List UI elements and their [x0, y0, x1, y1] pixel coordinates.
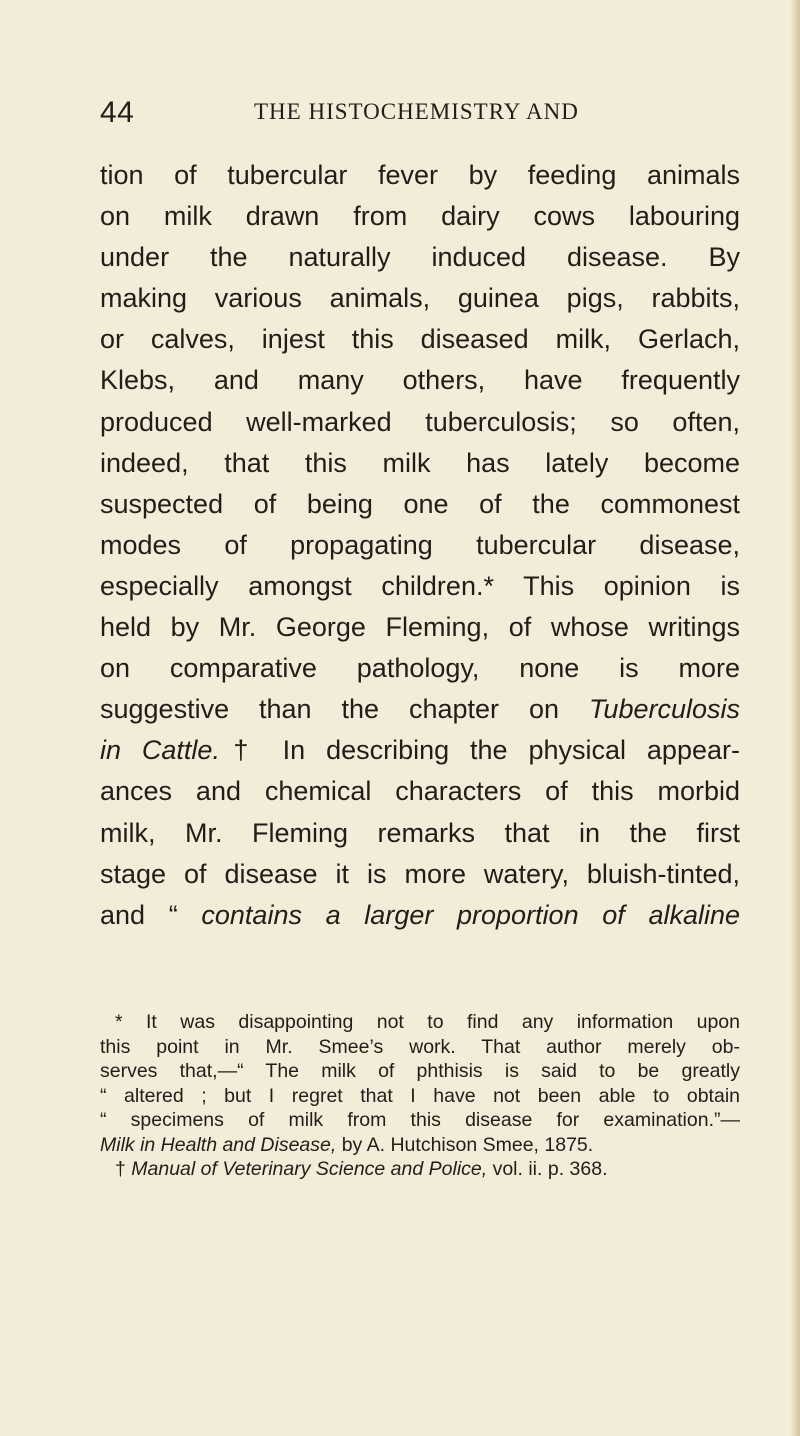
text-line: ances and chemical characters of this morbid — [100, 776, 740, 807]
text-line — [100, 689, 740, 730]
text-line: on comparative pathology, none is more — [100, 653, 740, 684]
footnote-line: this point in Mr. Smee’s work. That author merely ob- — [100, 1035, 740, 1058]
text-line: produced well-marked tuberculosis; so often, — [100, 406, 740, 437]
footnote-line — [100, 1157, 740, 1182]
text-line: on milk drawn from dairy cows labouring — [100, 201, 740, 232]
page-edge-shadow — [790, 0, 800, 1436]
text-line — [100, 730, 740, 771]
text-run: vol. ii. p. 368. — [487, 1158, 608, 1180]
text-run: and “ — [100, 899, 202, 930]
text-line: or calves, injest this diseased milk, Gerlach, — [100, 324, 740, 355]
footnote-line: “ specimens of milk from this disease for examination.”— — [100, 1109, 740, 1131]
page-number: 44 — [100, 96, 135, 129]
text-run: by A. Hutchison Smee, 1875. — [336, 1133, 594, 1156]
footnote-line — [100, 1133, 740, 1158]
text-line: tion of tubercular fever by feeding animals — [100, 160, 740, 190]
text-line: especially amongst children.* This opinion is — [100, 570, 740, 601]
italic-title: Manual of Veterinary Science and Police, — [131, 1158, 488, 1180]
text-line: modes of propagating tubercular disease, — [100, 529, 740, 560]
footnote-line: * It was disappointing not to find any information upon — [115, 1011, 740, 1033]
page-header — [100, 96, 700, 136]
text-line — [100, 895, 740, 936]
text-line: stage of disease it is more watery, bluish-tinted, — [100, 858, 740, 889]
footnote-line: “ altered ; but I regret that I have not been able to obtain — [100, 1084, 740, 1107]
text-line: held by Mr. George Fleming, of whose writings — [100, 612, 740, 643]
text-line: indeed, that this milk has lately become — [100, 447, 740, 478]
footnotes — [100, 1010, 740, 1182]
italic-quote: contains a larger proportion of alkaline — [201, 899, 741, 930]
italic-title: Tuberculosis — [588, 694, 740, 725]
dagger-mark: † — [115, 1158, 132, 1180]
text-line: suspected of being one of the commonest — [100, 488, 740, 519]
body-text — [100, 155, 740, 936]
footnote-line: serves that,—“ The milk of phthisis is said to be greatly — [100, 1060, 740, 1082]
text-line: milk, Mr. Fleming remarks that in the first — [100, 817, 740, 848]
running-head: THE HISTOCHEMISTRY AND — [254, 99, 579, 124]
italic-title: in Cattle. — [100, 735, 220, 766]
text-line: Klebs, and many others, have frequently — [100, 365, 740, 396]
text-line: under the naturally induced disease. By — [100, 242, 740, 273]
text-line: making various animals, guinea pigs, rabbits, — [100, 283, 740, 314]
italic-title: Milk in Health and Disease, — [100, 1133, 337, 1156]
text-run: † In describing the physical appear- — [219, 735, 740, 766]
text-run: suggestive than the chapter on — [100, 694, 589, 725]
